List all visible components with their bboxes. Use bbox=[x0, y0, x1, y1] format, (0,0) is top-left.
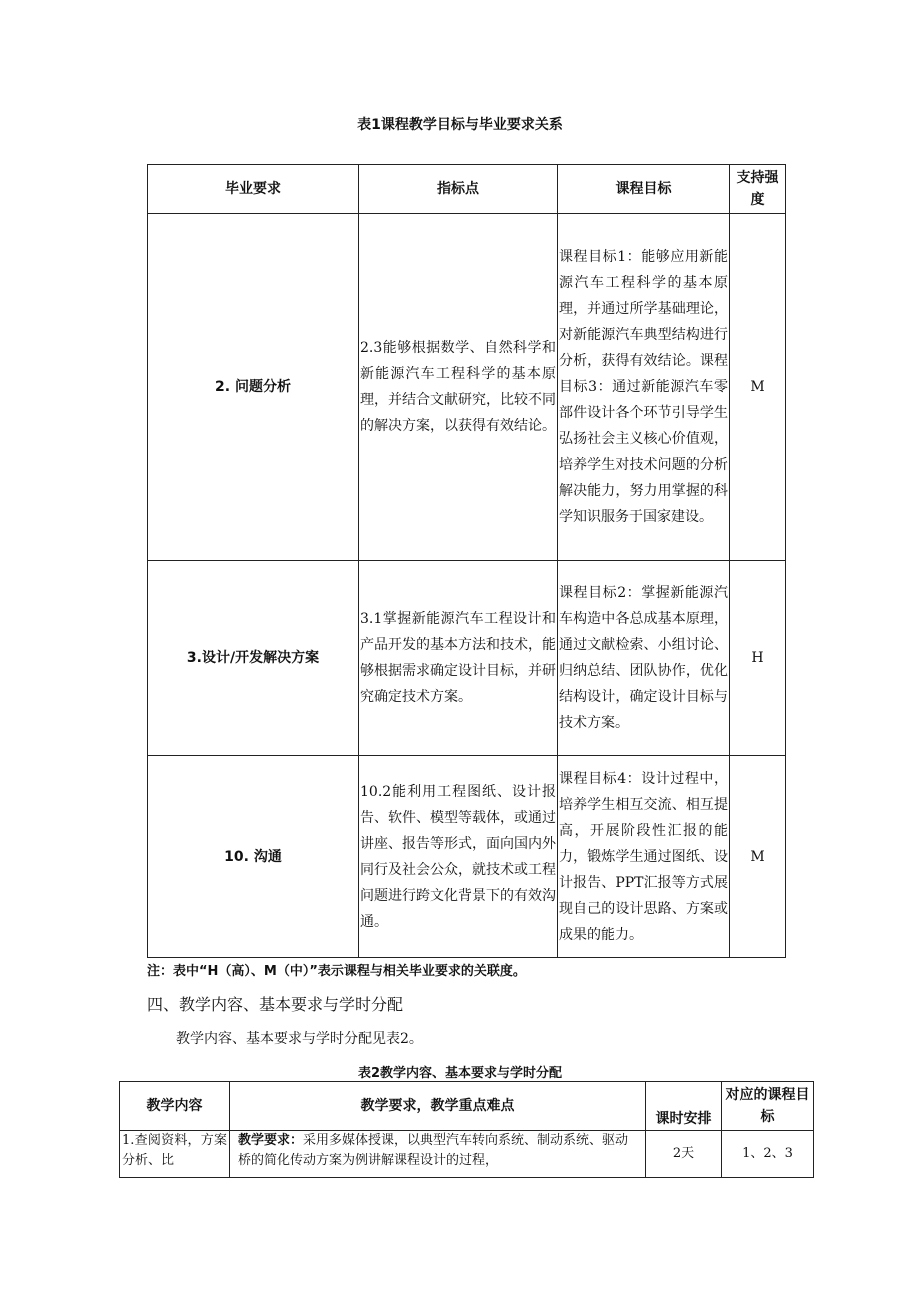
table2-header-content: 教学内容 bbox=[120, 1082, 230, 1131]
section-heading: 四、教学内容、基本要求与学时分配 bbox=[147, 995, 404, 1014]
table1-header-requirement: 毕业要求 bbox=[148, 165, 359, 214]
table1-note: 注：表中“H（高）、M（中）”表示课程与相关毕业要求的关联度。 bbox=[147, 964, 526, 979]
objectives-cell: 1、2、3 bbox=[722, 1131, 814, 1178]
table1-header-indicator: 指标点 bbox=[359, 165, 558, 214]
requirement-cell: 10. 沟通 bbox=[148, 756, 359, 958]
table2-title: 表2教学内容、基本要求与学时分配 bbox=[357, 1066, 563, 1081]
indicator-cell: 2.3能够根据数学、自然科学和新能源汽车工程科学的基本原理，并结合文献研究，比较不同的解决方案，以获得有效结论。 bbox=[359, 214, 558, 561]
table-row bbox=[148, 214, 786, 561]
strength-cell: M bbox=[730, 756, 786, 958]
table2-header-hours: 课时安排 bbox=[646, 1082, 722, 1131]
indicator-cell: 10.2能利用工程图纸、设计报告、软件、模型等载体，或通过讲座、报告等形式，面向国内外同行及社会公众，就技术或工程问题进行跨文化背景下的有效沟通。 bbox=[359, 756, 558, 958]
table1-header-strength: 支持强度 bbox=[730, 165, 786, 214]
table-row bbox=[148, 756, 786, 958]
table-row bbox=[120, 1131, 814, 1178]
section-paragraph: 教学内容、基本要求与学时分配见表2。 bbox=[176, 1031, 423, 1047]
indicator-cell: 3.1掌握新能源汽车工程设计和产品开发的基本方法和技术，能够根据需求确定设计目标，并研究确定技术方案。 bbox=[359, 561, 558, 756]
table1-title: 表1课程教学目标与毕业要求关系 bbox=[357, 117, 563, 133]
requirements-text: 采用多媒体授课，以典型汽车转向系统、制动系统、驱动桥的简化传动方案为例讲解课程设计的过程， bbox=[238, 1133, 629, 1168]
objective-cell: 课程目标4：设计过程中，培养学生相互交流、相互提高，开展阶段性汇报的能力，锻炼学生通过图纸、设计报告、PPT汇报等方式展现自己的设计思路、方案或成果的能力。 bbox=[558, 756, 730, 958]
table2-header-row bbox=[120, 1082, 814, 1131]
objective-cell: 课程目标2：掌握新能源汽车构造中各总成基本原理，通过文献检索、小组讨论、归纳总结、团队协作，优化结构设计，确定设计目标与技术方案。 bbox=[558, 561, 730, 756]
table1-header-row bbox=[148, 165, 786, 214]
requirements-label: 教学要求： bbox=[238, 1133, 304, 1148]
content-cell: 1.查阅资料，方案分析、比 bbox=[120, 1131, 230, 1178]
table-row bbox=[148, 561, 786, 756]
objective-cell: 课程目标1：能够应用新能源汽车工程科学的基本原理，并通过所学基础理论，对新能源汽车典型结构进行分析，获得有效结论。课程目标3：通过新能源汽车零部件设计各个环节引导学生弘扬社会主义核心价值观，培养学生对技术问题的分析解决能力，努力用掌握的科学知识服务于国家建设。 bbox=[558, 214, 730, 561]
strength-cell: H bbox=[730, 561, 786, 756]
table2-header-requirements: 教学要求，教学重点难点 bbox=[230, 1082, 646, 1131]
requirement-cell: 2. 问题分析 bbox=[148, 214, 359, 561]
hours-cell: 2天 bbox=[646, 1131, 722, 1178]
table2 bbox=[119, 1081, 814, 1178]
requirement-cell: 3.设计/开发解决方案 bbox=[148, 561, 359, 756]
table2-header-objectives: 对应的课程目标 bbox=[722, 1082, 814, 1131]
requirements-cell bbox=[230, 1131, 646, 1178]
table1 bbox=[147, 164, 786, 958]
strength-cell: M bbox=[730, 214, 786, 561]
table1-header-objective: 课程目标 bbox=[558, 165, 730, 214]
